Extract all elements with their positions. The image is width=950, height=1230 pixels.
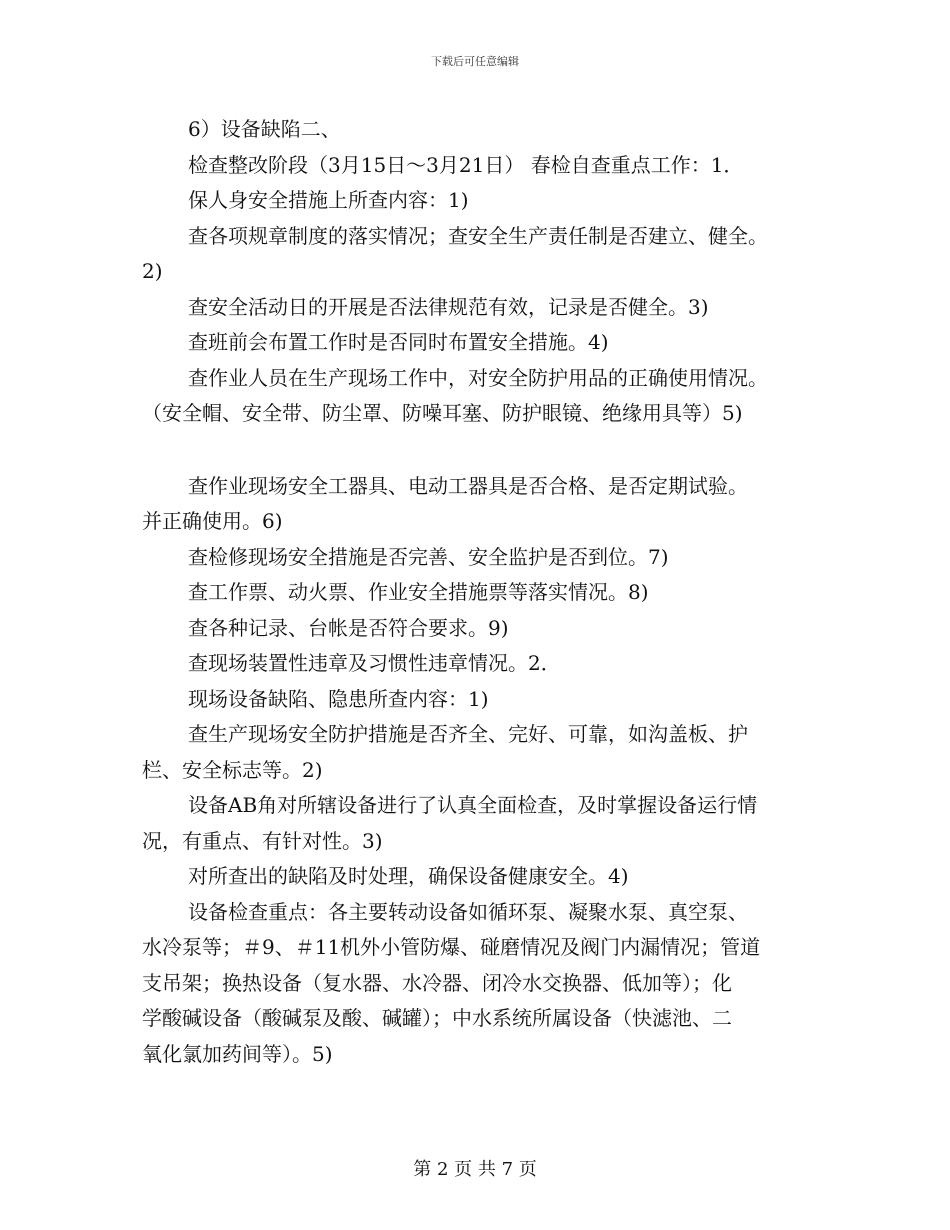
text-line: 氧化氯加药间等）。5) — [142, 1041, 333, 1066]
text-line: 查安全活动日的开展是否法律规范有效，记录是否健全。3) — [188, 294, 709, 319]
text-line: 栏、安全标志等。2) — [142, 757, 323, 782]
text-line: 2) — [142, 259, 163, 283]
text-line: 查现场装置性违章及习惯性违章情况。2． — [188, 651, 561, 675]
text-line: 况，有重点、有针对性。3) — [142, 828, 383, 853]
text-line: 6）设备缺陷二、 — [188, 117, 341, 141]
page-header: 下载后可任意编辑 — [431, 55, 519, 68]
text-line: 查作业人员在生产现场工作中，对安全防护用品的正确使用情况。 — [188, 365, 768, 390]
text-line: 现场设备缺陷、隐患所查内容：1) — [188, 686, 489, 711]
text-line: 并正确使用。6) — [142, 509, 283, 533]
text-line: 查工作票、动火票、作业安全措施票等落实情况。8) — [188, 580, 649, 604]
text-line: 查各种记录、台帐是否符合要求。9) — [188, 615, 509, 640]
text-line: 对所查出的缺陷及时处理，确保设备健康安全。4) — [188, 864, 629, 888]
text-line: 保人身安全措施上所查内容：1) — [188, 188, 469, 212]
document-body — [142, 112, 822, 1072]
text-line: 设备AB角对所辖设备进行了认真全面检查，及时掌握设备运行情 — [188, 793, 758, 817]
text-line: 水冷泵等；＃9、＃11机外小管防爆、碰磨情况及阀门内漏情况；管道 — [142, 935, 761, 959]
text-line: 支吊架；换热设备（复水器、水冷器、闭冷水交换器、低加等）；化 — [142, 970, 732, 995]
text-line: 设备检查重点：各主要转动设备如循环泵、凝聚水泵、真空泵、 — [188, 899, 748, 924]
page-number-footer: 第 2 页 共 7 页 — [413, 1159, 537, 1180]
text-line: 查生产现场安全防护措施是否齐全、完好、可靠，如沟盖板、护 — [188, 722, 748, 746]
text-line: 查作业现场安全工器具、电动工器具是否合格、是否定期试验。 — [188, 473, 748, 498]
text-line: 学酸碱设备（酸碱泵及酸、碱罐）；中水系统所属设备（快滤池、二 — [142, 1006, 732, 1030]
text-line: （安全帽、安全带、防尘罩、防噪耳塞、防护眼镜、绝缘用具等）5) — [142, 401, 743, 425]
text-line: 查各项规章制度的落实情况；查安全生产责任制是否建立、健全。 — [188, 223, 768, 248]
text-line: 检查整改阶段（3月15日～3月21日） 春检自查重点工作：1． — [188, 152, 744, 177]
text-line: 查检修现场安全措施是否完善、安全监护是否到位。7) — [188, 544, 669, 569]
text-line: 查班前会布置工作时是否同时布置安全措施。4) — [188, 330, 609, 354]
